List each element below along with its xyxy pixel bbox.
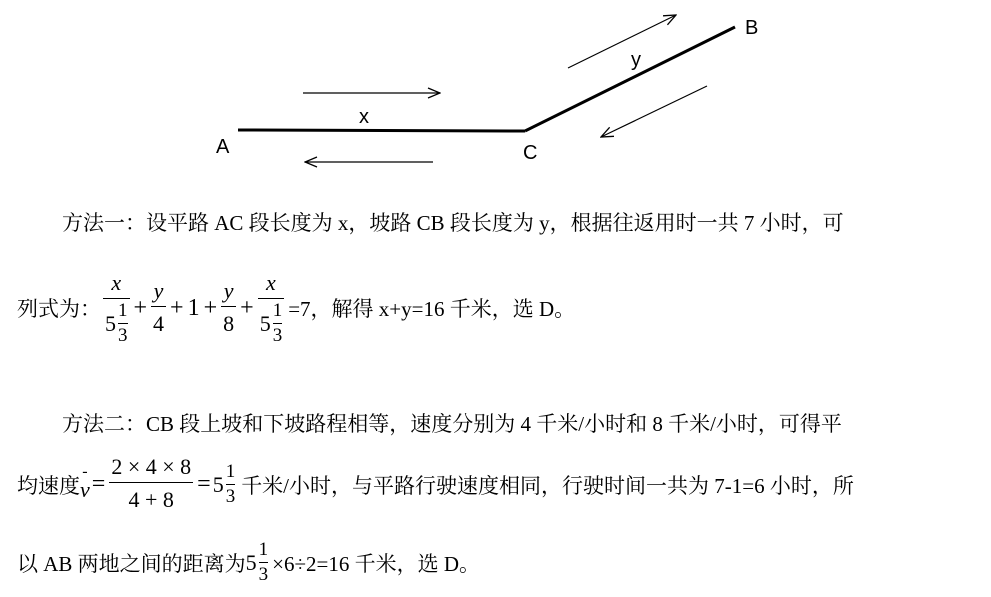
fraction-x-over-5-1-3: x 5 1 3 bbox=[105, 270, 128, 346]
method1-line1: 方法一：设平路 AC 段长度为 x，坡路 CB 段长度为 y，根据往返用时一共 7 小时，可 bbox=[62, 211, 844, 235]
arrow-down-left bbox=[601, 86, 707, 137]
segment-ac bbox=[238, 130, 525, 131]
method2-line2: 均速度 - v = $\frac{2 \times 4 \times 8}{4 + 8}$ = 5 1 3 千米/小时，与平路行驶速度相同，行驶时间一共为 7-1=6 小时，所 bbox=[17, 452, 854, 517]
method1-equation-line: 列式为： x 5 1 3 + $\frac{y}{4}$ + 1 + $\frac{y}{8}$ + x 5 1 3 =7，解得 x+y=16 千米，选 D。 bbox=[17, 270, 576, 346]
fraction-y-over-4: $\frac{y}{4}$ bbox=[153, 277, 165, 336]
route-diagram bbox=[0, 0, 991, 190]
point-a-label: A bbox=[216, 136, 230, 158]
label-x: x bbox=[359, 106, 369, 128]
fraction-x-over-5-1-3-second: x 5 1 3 bbox=[259, 270, 283, 346]
method1-suffix: =7，解得 x+y=16 千米，选 D。 bbox=[288, 297, 576, 321]
point-c-label: C bbox=[523, 142, 538, 164]
arrow-up-right bbox=[568, 15, 676, 68]
label-y: y bbox=[631, 49, 641, 71]
point-b-label: B bbox=[745, 17, 759, 39]
segment-cb bbox=[525, 27, 735, 131]
mixed-number-5-1-3: 5 1 3 bbox=[212, 461, 236, 507]
method2-line3: 以 AB 两地之间的距离为 5 1 3 ×6÷2=16 千米，选 D。 bbox=[17, 539, 481, 585]
fraction-y-over-8: $\frac{y}{8}$ bbox=[223, 277, 235, 336]
method1-prefix: 列式为： bbox=[17, 297, 101, 321]
fraction-2x4x8-over-4plus8: $\frac{2 \times 4 \times 8}{4 + 8}$ bbox=[111, 454, 192, 512]
average-speed-symbol: - v bbox=[80, 462, 90, 502]
method2-line1: 方法二：CB 段上坡和下坡路程相等，速度分别为 4 千米/小时和 8 千米/小时，可得平 bbox=[62, 412, 842, 436]
mixed-number-5-1-3-distance: 5 1 3 bbox=[245, 539, 269, 585]
